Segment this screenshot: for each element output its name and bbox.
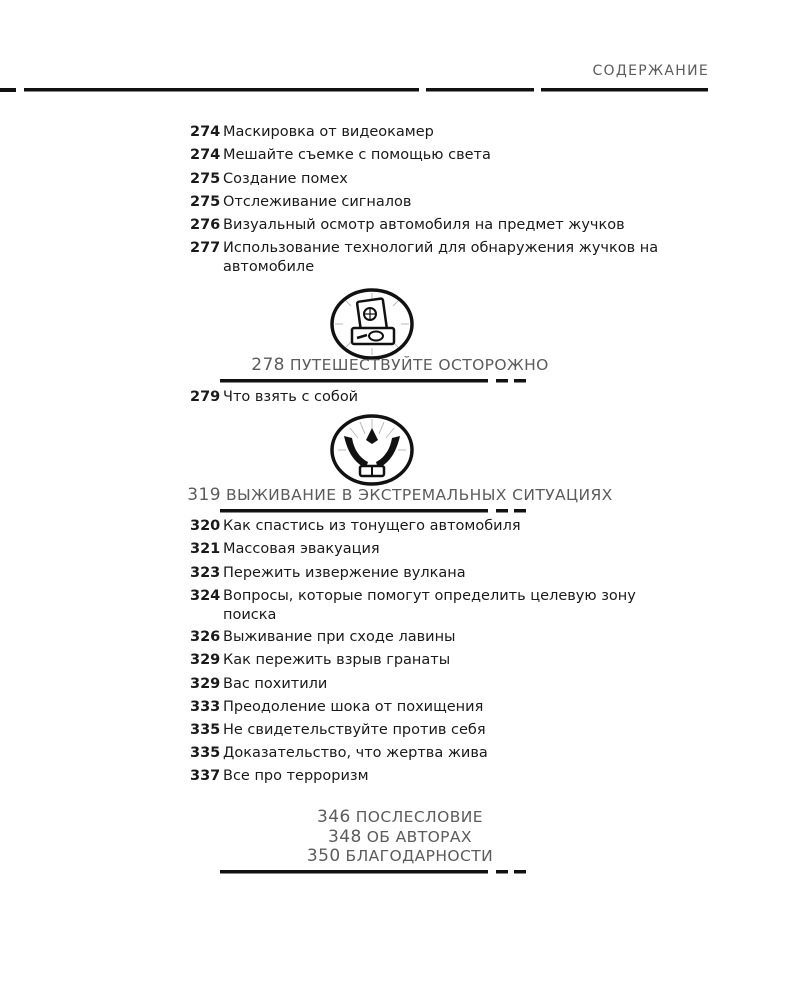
toc-page-number: 275: [190, 171, 221, 187]
header-divider: [0, 86, 708, 94]
toc-entry-title: Пережить извержение вулкана: [223, 565, 466, 581]
toc-entry[interactable]: [190, 170, 680, 189]
section-page-number: 350: [306, 846, 341, 866]
toc-entry-title: Маскировка от видеокамер: [223, 124, 434, 140]
toc-entry[interactable]: [190, 123, 680, 142]
section-title-text: ПОСЛЕСЛОВИЕ: [355, 808, 483, 826]
toc-entry[interactable]: [190, 239, 680, 277]
toc-entry-title: Создание помех: [223, 171, 348, 187]
section-heading-extreme[interactable]: [0, 485, 800, 505]
section-title-text: ОБ АВТОРАХ: [366, 828, 472, 846]
toc-entry-title: Не свидетельствуйте против себя: [223, 722, 486, 738]
toc-entry-title: Все про терроризм: [223, 768, 369, 784]
toc-page-number: 321: [190, 541, 221, 557]
toc-page-number: 276: [190, 217, 221, 233]
toc-entry-title: Как пережить взрыв гранаты: [223, 652, 451, 668]
section-page-number: 319: [187, 485, 221, 505]
section-divider: [220, 377, 526, 385]
toc-entry[interactable]: [190, 767, 680, 786]
section-heading-afterword[interactable]: [0, 807, 800, 827]
toc-entry-title: Вопросы, которые помогут определить целевую зону поиска: [223, 588, 636, 623]
toc-entry-title: Доказательство, что жертва жива: [223, 745, 488, 761]
section-heading-acknowledgements[interactable]: [0, 846, 800, 866]
toc-entry[interactable]: [190, 216, 680, 235]
toc-entry-title: Визуальный осмотр автомобиля на предмет жучков: [223, 217, 625, 233]
toc-entry[interactable]: [190, 193, 680, 212]
toc-page-number: 326: [190, 629, 221, 645]
toc-page-number: 335: [190, 745, 221, 761]
toc-page-number: 323: [190, 565, 221, 581]
toc-entry-title: Отслеживание сигналов: [223, 194, 412, 210]
toc-page-number: 333: [190, 699, 221, 715]
toc-entry[interactable]: [190, 146, 680, 165]
section-title-text: ВЫЖИВАНИЕ В ЭКСТРЕМАЛЬНЫХ СИТУАЦИЯХ: [225, 486, 613, 504]
page-header-title: СОДЕРЖАНИЕ: [592, 63, 709, 79]
section-heading-authors[interactable]: [0, 827, 800, 847]
section-divider: [220, 507, 526, 515]
toc-page-number: 335: [190, 722, 221, 738]
toc-page-number: 329: [190, 676, 221, 692]
toc-entry-title: Мешайте съемке с помощью света: [223, 147, 491, 163]
toc-page-number: 320: [190, 518, 221, 534]
toc-entry-title: Использование технологий для обнаружения жучков на автомобиле: [223, 240, 659, 275]
section-page-number: 348: [328, 827, 362, 847]
toc-entry[interactable]: [190, 744, 680, 763]
section-title-text: БЛАГОДАРНОСТИ: [345, 847, 494, 865]
toc-entry-title: Преодоление шока от похищения: [223, 699, 484, 715]
toc-entry[interactable]: [190, 675, 680, 694]
toc-page-number: 329: [190, 652, 221, 668]
section-divider: [220, 868, 526, 876]
toc-page-number: 277: [190, 240, 221, 256]
toc-entry-title: Выживание при сходе лавины: [223, 629, 456, 645]
toc-entry[interactable]: [190, 721, 680, 740]
section-title-text: ПУТЕШЕСТВУЙТЕ ОСТОРОЖНО: [289, 356, 549, 374]
toc-page-number: 274: [190, 124, 221, 140]
toc-page-number: 279: [190, 389, 221, 405]
section-page-number: 346: [317, 807, 351, 827]
toc-entry[interactable]: [190, 564, 680, 583]
toc-page-number: 337: [190, 768, 221, 784]
toc-entry-title: Вас похитили: [223, 676, 328, 692]
toc-page-number: 274: [190, 147, 221, 163]
section-heading-travel[interactable]: [0, 355, 800, 375]
toc-entry-title: Как спастись из тонущего автомобиля: [223, 518, 521, 534]
toc-entry[interactable]: [190, 587, 680, 625]
toc-page-number: 275: [190, 194, 221, 210]
toc-page-number: 324: [190, 588, 221, 604]
passport-icon: [330, 288, 414, 360]
toc-entry[interactable]: [190, 517, 680, 536]
toc-entry[interactable]: [190, 540, 680, 559]
toc-entry[interactable]: [190, 651, 680, 670]
toc-entry-title: Массовая эвакуация: [223, 541, 380, 557]
section-page-number: 278: [251, 355, 285, 375]
toc-entry[interactable]: [190, 388, 680, 407]
toc-entry-title: Что взять с собой: [223, 389, 359, 405]
toc-entry[interactable]: [190, 698, 680, 717]
toc-entry[interactable]: [190, 628, 680, 647]
hands-icon: [330, 414, 414, 486]
